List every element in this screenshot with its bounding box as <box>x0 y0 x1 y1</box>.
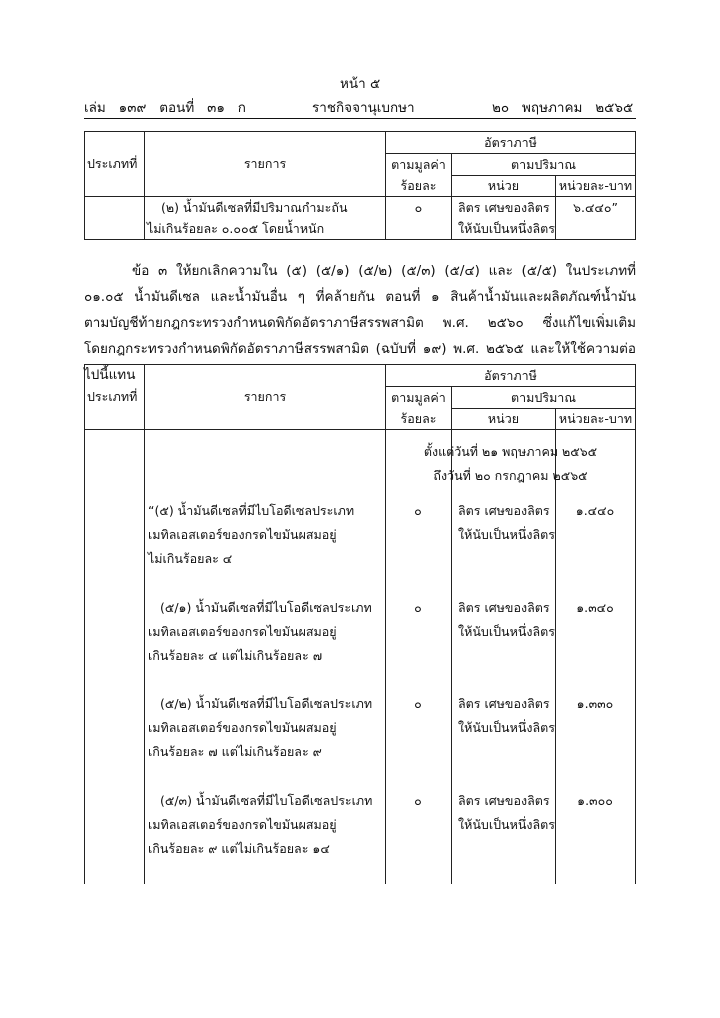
table-row <box>146 692 636 767</box>
row-item-line: เมทิลเอสเตอร์ของกรดไขมันผสมอยู่ <box>148 527 337 542</box>
header-by-value <box>386 154 452 197</box>
header-by-value-2-line1: ตามมูลค่า <box>391 390 446 405</box>
row-item-line: “(๕) น้ำมันดีเซลที่มีไบโอดีเซลประเภท <box>148 503 355 518</box>
row-unit <box>458 499 556 547</box>
table-row <box>146 596 636 671</box>
row-value: ๐ <box>414 503 422 518</box>
row-value: ๐ <box>414 600 422 615</box>
row-item <box>148 596 384 668</box>
row-rate: ๑.๓๐๐ <box>577 793 613 808</box>
header-category-2: ประเภทที่ <box>85 365 145 430</box>
row-unit-line: ลิตร เศษของลิตร <box>458 696 550 711</box>
row-item-line: (๕/๓) น้ำมันดีเซลที่มีไบโอดีเซลประเภท <box>160 793 373 808</box>
header-rule <box>84 118 636 119</box>
row-unit-line: ให้นับเป็นหนึ่งลิตร <box>458 817 555 832</box>
row-item-line2: ไม่เกินร้อยละ ๐.๐๐๕ โดยน้ำหนัก <box>147 221 325 236</box>
row-unit-line2: ให้นับเป็นหนึ่งลิตร <box>458 221 555 236</box>
period-line-2: ถึงวันที่ ๒๐ กรกฎาคม ๒๕๖๕ <box>433 468 588 483</box>
header-item-2: รายการ <box>145 365 386 430</box>
row-item-line: (๕/๑) น้ำมันดีเซลที่มีไบโอดีเซลประเภท <box>160 600 372 615</box>
header-by-quantity-2: ตามปริมาณ <box>452 387 636 409</box>
row-item <box>145 197 386 240</box>
row-unit <box>458 692 556 740</box>
body-category-col <box>85 430 145 885</box>
row-unit-line: ให้นับเป็นหนึ่งลิตร <box>458 720 555 735</box>
header-rate-2: อัตราภาษี <box>386 365 636 387</box>
header-rate: อัตราภาษี <box>386 132 636 154</box>
row-unit <box>452 197 556 240</box>
page-number: หน้า ๕ <box>340 76 381 92</box>
rate-table-1 <box>84 131 636 240</box>
row-item-line: เมทิลเอสเตอร์ของกรดไขมันผสมอยู่ <box>148 624 337 639</box>
paragraph-line-1: ข้อ ๓ ให้ยกเลิกความใน (๕) (๕/๑) (๕/๒) (๕/๓) (๕/๔) และ (๕/๕) ในประเภทที่ <box>132 263 636 279</box>
row-unit-line: ให้นับเป็นหนึ่งลิตร <box>458 624 555 639</box>
paragraph-line-2: ๐๑.๐๕ น้ำมันดีเซล และน้ำมันอื่น ๆ ที่คล้ายกัน ตอนที่ ๑ สินค้าน้ำมันและผลิตภัณฑ์น้ำมัน <box>84 289 636 305</box>
row-item <box>148 789 384 861</box>
row-value: ๐ <box>414 793 422 808</box>
row-item-line: เมทิลเอสเตอร์ของกรดไขมันผสมอยู่ <box>148 817 337 832</box>
row-unit <box>458 596 556 644</box>
period-line-1: ตั้งแต่วันที่ ๒๑ พฤษภาคม ๒๕๖๕ <box>423 444 598 459</box>
paragraph-line-3: ตามบัญชีท้ายกฎกระทรวงกำหนดพิกัดอัตราภาษีสรรพสามิต พ.ศ. ๒๕๖๐ ซึ่งแก้ไขเพิ่มเติม <box>84 315 636 331</box>
header-item: รายการ <box>145 132 386 197</box>
header-unit-2: หน่วย <box>452 409 556 430</box>
issue-date: ๒๐ พฤษภาคม ๒๕๖๕ <box>492 100 634 116</box>
row-unit-line: ลิตร เศษของลิตร <box>458 600 550 615</box>
gazette-name: ราชกิจจานุเบกษา <box>312 100 415 116</box>
row-category <box>85 197 145 240</box>
table-row <box>146 499 636 574</box>
row-unit-line1: ลิตร เศษของลิตร <box>458 200 550 215</box>
header-per-unit-2: หน่วยละ-บาท <box>556 409 636 430</box>
row-item <box>148 499 384 571</box>
row-item-line: เมทิลเอสเตอร์ของกรดไขมันผสมอยู่ <box>148 720 337 735</box>
row-unit-line: ลิตร เศษของลิตร <box>458 793 550 808</box>
row-value: ๐ <box>414 696 422 711</box>
header-unit: หน่วย <box>452 176 556 197</box>
row-item-line: เกินร้อยละ ๗ แต่ไม่เกินร้อยละ ๙ <box>148 744 322 759</box>
header-category: ประเภทที่ <box>85 132 145 197</box>
row-item <box>148 692 384 764</box>
row-value: ๐ <box>386 197 452 240</box>
table-row <box>146 789 636 864</box>
row-rate: ๑.๔๔๐ <box>575 503 615 518</box>
row-item-line: ไม่เกินร้อยละ ๔ <box>148 551 233 566</box>
header-by-value-line1: ตามมูลค่า <box>391 157 446 172</box>
row-item-line1: (๒) น้ำมันดีเซลที่มีปริมาณกำมะถัน <box>161 200 348 215</box>
header-by-value-2-line2: ร้อยละ <box>400 411 437 426</box>
volume-issue: เล่ม ๑๓๙ ตอนที่ ๓๑ ก <box>84 100 246 116</box>
row-rate: ๑.๓๓๐ <box>576 696 614 711</box>
row-rate: ๖.๔๔๐” <box>556 197 636 240</box>
header-per-unit: หน่วยละ-บาท <box>556 176 636 197</box>
paragraph-line-4: โดยกฎกระทรวงกำหนดพิกัดอัตราภาษีสรรพสามิต (ฉบับที่ ๑๙) พ.ศ. ๒๕๖๕ และให้ใช้ความต่อไปนี้แทน <box>84 341 636 383</box>
row-rate: ๑.๓๔๐ <box>576 600 614 615</box>
header-by-value-line2: ร้อยละ <box>400 178 437 193</box>
row-item-line: เกินร้อยละ ๙ แต่ไม่เกินร้อยละ ๑๔ <box>148 841 330 856</box>
effective-period <box>385 440 636 488</box>
row-item-line: (๕/๒) น้ำมันดีเซลที่มีไบโอดีเซลประเภท <box>160 696 373 711</box>
header-by-value-2 <box>386 387 452 430</box>
header-by-quantity: ตามปริมาณ <box>452 154 636 176</box>
row-item-line: เกินร้อยละ ๔ แต่ไม่เกินร้อยละ ๗ <box>148 648 323 663</box>
row-unit <box>458 789 556 837</box>
row-unit-line: ลิตร เศษของลิตร <box>458 503 550 518</box>
row-unit-line: ให้นับเป็นหนึ่งลิตร <box>458 527 555 542</box>
